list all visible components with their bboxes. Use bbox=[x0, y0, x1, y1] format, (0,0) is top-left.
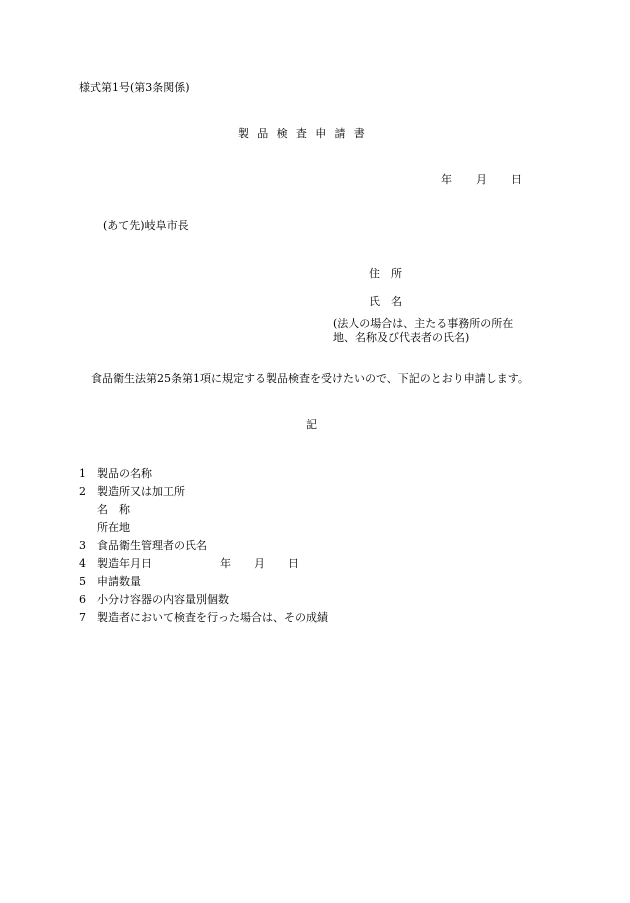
item-text: 小分け容器の内容量別個数 bbox=[97, 592, 229, 606]
addressee: (あて先)岐阜市長 bbox=[103, 219, 189, 232]
list-item bbox=[79, 500, 328, 518]
list-item bbox=[79, 608, 328, 626]
manufacture-day-label: 日 bbox=[288, 556, 299, 570]
item-text: 製造所又は加工所 bbox=[97, 484, 185, 498]
list-item bbox=[79, 590, 328, 608]
address-label: 住 所 bbox=[369, 267, 402, 280]
body-paragraph: 食品衛生法第25条第1項に規定する製品検査を受けたいので、下記のとおり申請します。 bbox=[91, 372, 529, 385]
item-text: 製品の名称 bbox=[97, 466, 152, 480]
date-month-label: 月 bbox=[476, 173, 487, 186]
item-number: 7 bbox=[79, 610, 86, 624]
document-title: 製品検査申請書 bbox=[238, 127, 374, 140]
manufacture-month-label: 月 bbox=[254, 556, 265, 570]
corporate-note: (法人の場合は、主たる事務所の所在 地、名称及び代表者の氏名) bbox=[333, 317, 514, 344]
manufacture-year-label: 年 bbox=[220, 556, 231, 570]
list-item bbox=[79, 482, 328, 500]
list-item bbox=[79, 464, 328, 482]
date-year-label: 年 bbox=[441, 173, 452, 186]
list-item bbox=[79, 536, 328, 554]
ki-heading: 記 bbox=[306, 418, 317, 431]
item-number: 4 bbox=[79, 556, 86, 570]
item-text: 製造年月日 bbox=[97, 556, 152, 570]
list-item bbox=[79, 572, 328, 590]
item-text: 申請数量 bbox=[97, 574, 141, 588]
date-day-label: 日 bbox=[511, 173, 522, 186]
item-number: 3 bbox=[79, 538, 86, 552]
item-text: 製造者において検査を行った場合は、その成績 bbox=[97, 610, 328, 624]
item-text: 食品衛生管理者の氏名 bbox=[97, 538, 207, 552]
item-number: 6 bbox=[79, 592, 86, 606]
item-number: 2 bbox=[79, 484, 86, 498]
item-text: 名 称 bbox=[97, 502, 130, 516]
list-item bbox=[79, 518, 328, 536]
name-label: 氏 名 bbox=[369, 295, 402, 308]
list-item bbox=[79, 554, 328, 572]
item-list bbox=[79, 464, 328, 626]
date-line bbox=[441, 174, 522, 185]
item-number: 1 bbox=[79, 466, 86, 480]
item-number: 5 bbox=[79, 574, 86, 588]
item-text: 所在地 bbox=[97, 520, 130, 534]
form-number: 様式第1号(第3条関係) bbox=[79, 81, 190, 94]
